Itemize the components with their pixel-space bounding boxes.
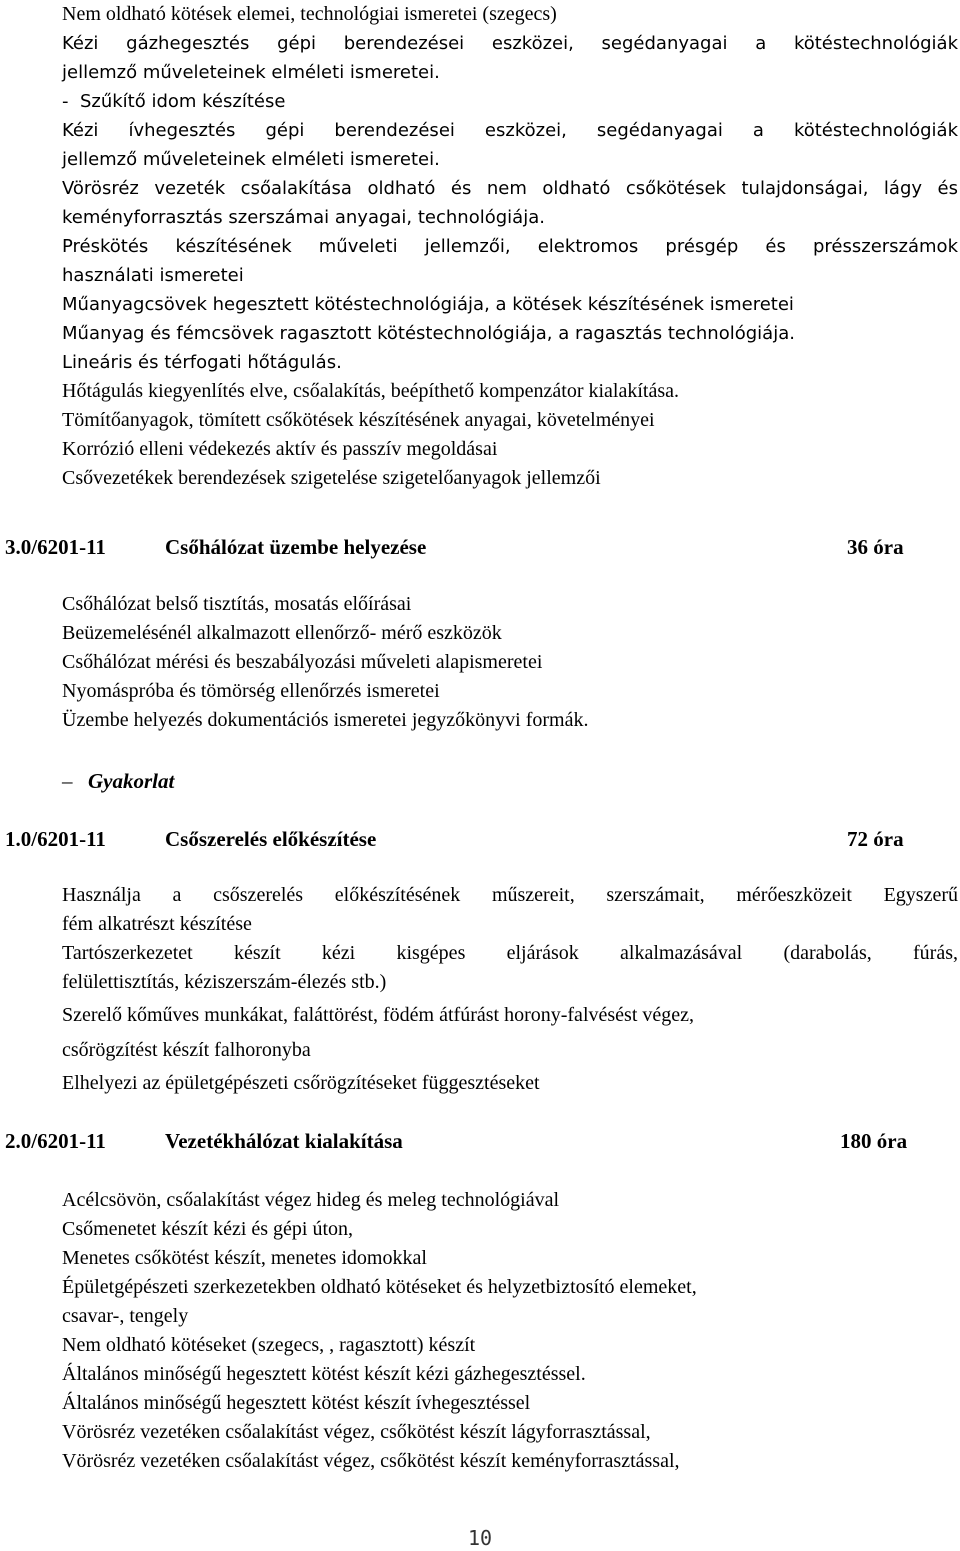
list-item: Csőhálózat belső tisztítás, mosatás előírásai [62, 593, 412, 615]
section-title: Vezetékhálózat kialakítása [165, 1129, 403, 1153]
intro-line: Nem oldható kötések elemei, technológiai ismeretei (szegecs) [62, 3, 557, 25]
page-number: 10 [467, 1526, 493, 1550]
list-item: Elhelyezi az épületgépészeti csőrögzítéseket függesztéseket [62, 1072, 540, 1094]
intro-line: Hőtágulás kiegyenlítés elve, csőalakítás, beépíthető kompenzátor kialakítása. [62, 380, 680, 402]
intro-line: Korrózió elleni védekezés aktív és passzív megoldásai [62, 438, 498, 460]
list-item: Épületgépészeti szerkezetekben oldható kötéseket és helyzetbiztosító elemeket, [62, 1276, 697, 1298]
list-item: Vörösréz vezetéken csőalakítást végez, csőkötést készít keményforrasztással, [62, 1450, 680, 1472]
list-item: Beüzemelésénél alkalmazott ellenőrző- mérő eszközök [62, 622, 502, 644]
intro-line: Műanyag és fémcsövek ragasztott kötéstechnológiája, a ragasztás technológiája. [62, 323, 795, 344]
practice-label: Gyakorlat [88, 769, 175, 793]
intro-line: Lineáris és térfogati hőtágulás. [62, 352, 342, 373]
list-item: Általános minőségű hegesztett kötést készít ívhegesztéssel [62, 1392, 531, 1414]
list-item: Tartószerkezetet készít kézi kisgépes eljárások alkalmazásával (darabolás, fúrás, [62, 942, 958, 964]
section-3-block [62, 1186, 958, 1476]
section-hours: 180 óra [840, 1129, 908, 1153]
list-item: Általános minőségű hegesztett kötést készít kézi gázhegesztéssel. [62, 1363, 586, 1385]
intro-line: Préskötés készítésének műveleti jellemzői, elektromos présgép és présszerszámok [62, 236, 958, 257]
intro-line: Kézi gázhegesztés gépi berendezései eszközei, segédanyagai a kötéstechnológiák [62, 33, 958, 54]
practice-heading [62, 766, 174, 796]
module-code: 3.0/6201-11 [5, 535, 106, 559]
intro-line: - Szűkítő idom készítése [62, 91, 286, 112]
intro-line: keményforrasztás szerszámai anyagai, technológiája. [62, 207, 545, 228]
list-item: Csőhálózat mérési és beszabályozási műveleti alapismeretei [62, 651, 543, 673]
list-item: Csőmenetet készít kézi és gépi úton, [62, 1218, 354, 1240]
intro-line: Műanyagcsövek hegesztett kötéstechnológiája, a kötések készítésének ismeretei [62, 294, 794, 315]
intro-line: Csővezetékek berendezések szigetelése szigetelőanyagok jellemzői [62, 467, 601, 489]
list-item: Menetes csőkötést készít, menetes idomokkal [62, 1247, 427, 1269]
list-item: Nem oldható kötéseket (szegecs, , ragasztott) készít [62, 1334, 476, 1356]
list-item: Üzembe helyezés dokumentációs ismeretei jegyzőkönyvi formák. [62, 709, 589, 731]
section-title: Csőszerelés előkészítése [165, 827, 377, 851]
intro-line: Vörösréz vezeték csőalakítása oldható és nem oldható csőkötések tulajdonságai, lágy és [62, 178, 958, 199]
section-title: Csőhálózat üzembe helyezése [165, 535, 427, 559]
section-heading [5, 532, 955, 562]
intro-line: Kézi ívhegesztés gépi berendezései eszközei, segédanyagai a kötéstechnológiák [62, 120, 958, 141]
list-item: Szerelő kőműves munkákat, faláttörést, födém átfúrást horony-falvésést végez, [62, 1004, 695, 1026]
module-code: 1.0/6201-11 [5, 827, 106, 851]
intro-line: jellemző műveleteinek elméleti ismeretei. [62, 149, 440, 170]
section-hours: 36 óra [847, 535, 904, 559]
section-heading [5, 824, 955, 854]
section-hours: 72 óra [847, 827, 904, 851]
list-item: csőrögzítést készít falhoronyba [62, 1039, 311, 1061]
intro-line: Tömítőanyagok, tömített csőkötések készítésének anyagai, követelményei [62, 409, 655, 431]
list-item: Acélcsövön, csőalakítást végez hideg és meleg technológiával [62, 1189, 560, 1211]
intro-line: használati ismeretei [62, 265, 244, 286]
section-heading [5, 1126, 955, 1156]
list-item: Használja a csőszerelés előkészítésének műszereit, szerszámait, mérőeszközeit Egyszerű [62, 884, 958, 906]
section-1-block [62, 590, 958, 735]
dash-bullet: – [62, 769, 73, 793]
section-2-block [62, 881, 958, 1098]
intro-block [62, 0, 958, 493]
intro-line: jellemző műveleteinek elméleti ismeretei. [62, 62, 440, 83]
list-item: csavar-, tengely [62, 1305, 189, 1327]
module-code: 2.0/6201-11 [5, 1129, 106, 1153]
list-item: Vörösréz vezetéken csőalakítást végez, csőkötést készít lágyforrasztással, [62, 1421, 651, 1443]
list-item: fém alkatrészt készítése [62, 913, 252, 935]
list-item: felülettisztítás, kéziszerszám-élezés stb.) [62, 971, 387, 993]
list-item: Nyomáspróba és tömörség ellenőrzés ismeretei [62, 680, 440, 702]
